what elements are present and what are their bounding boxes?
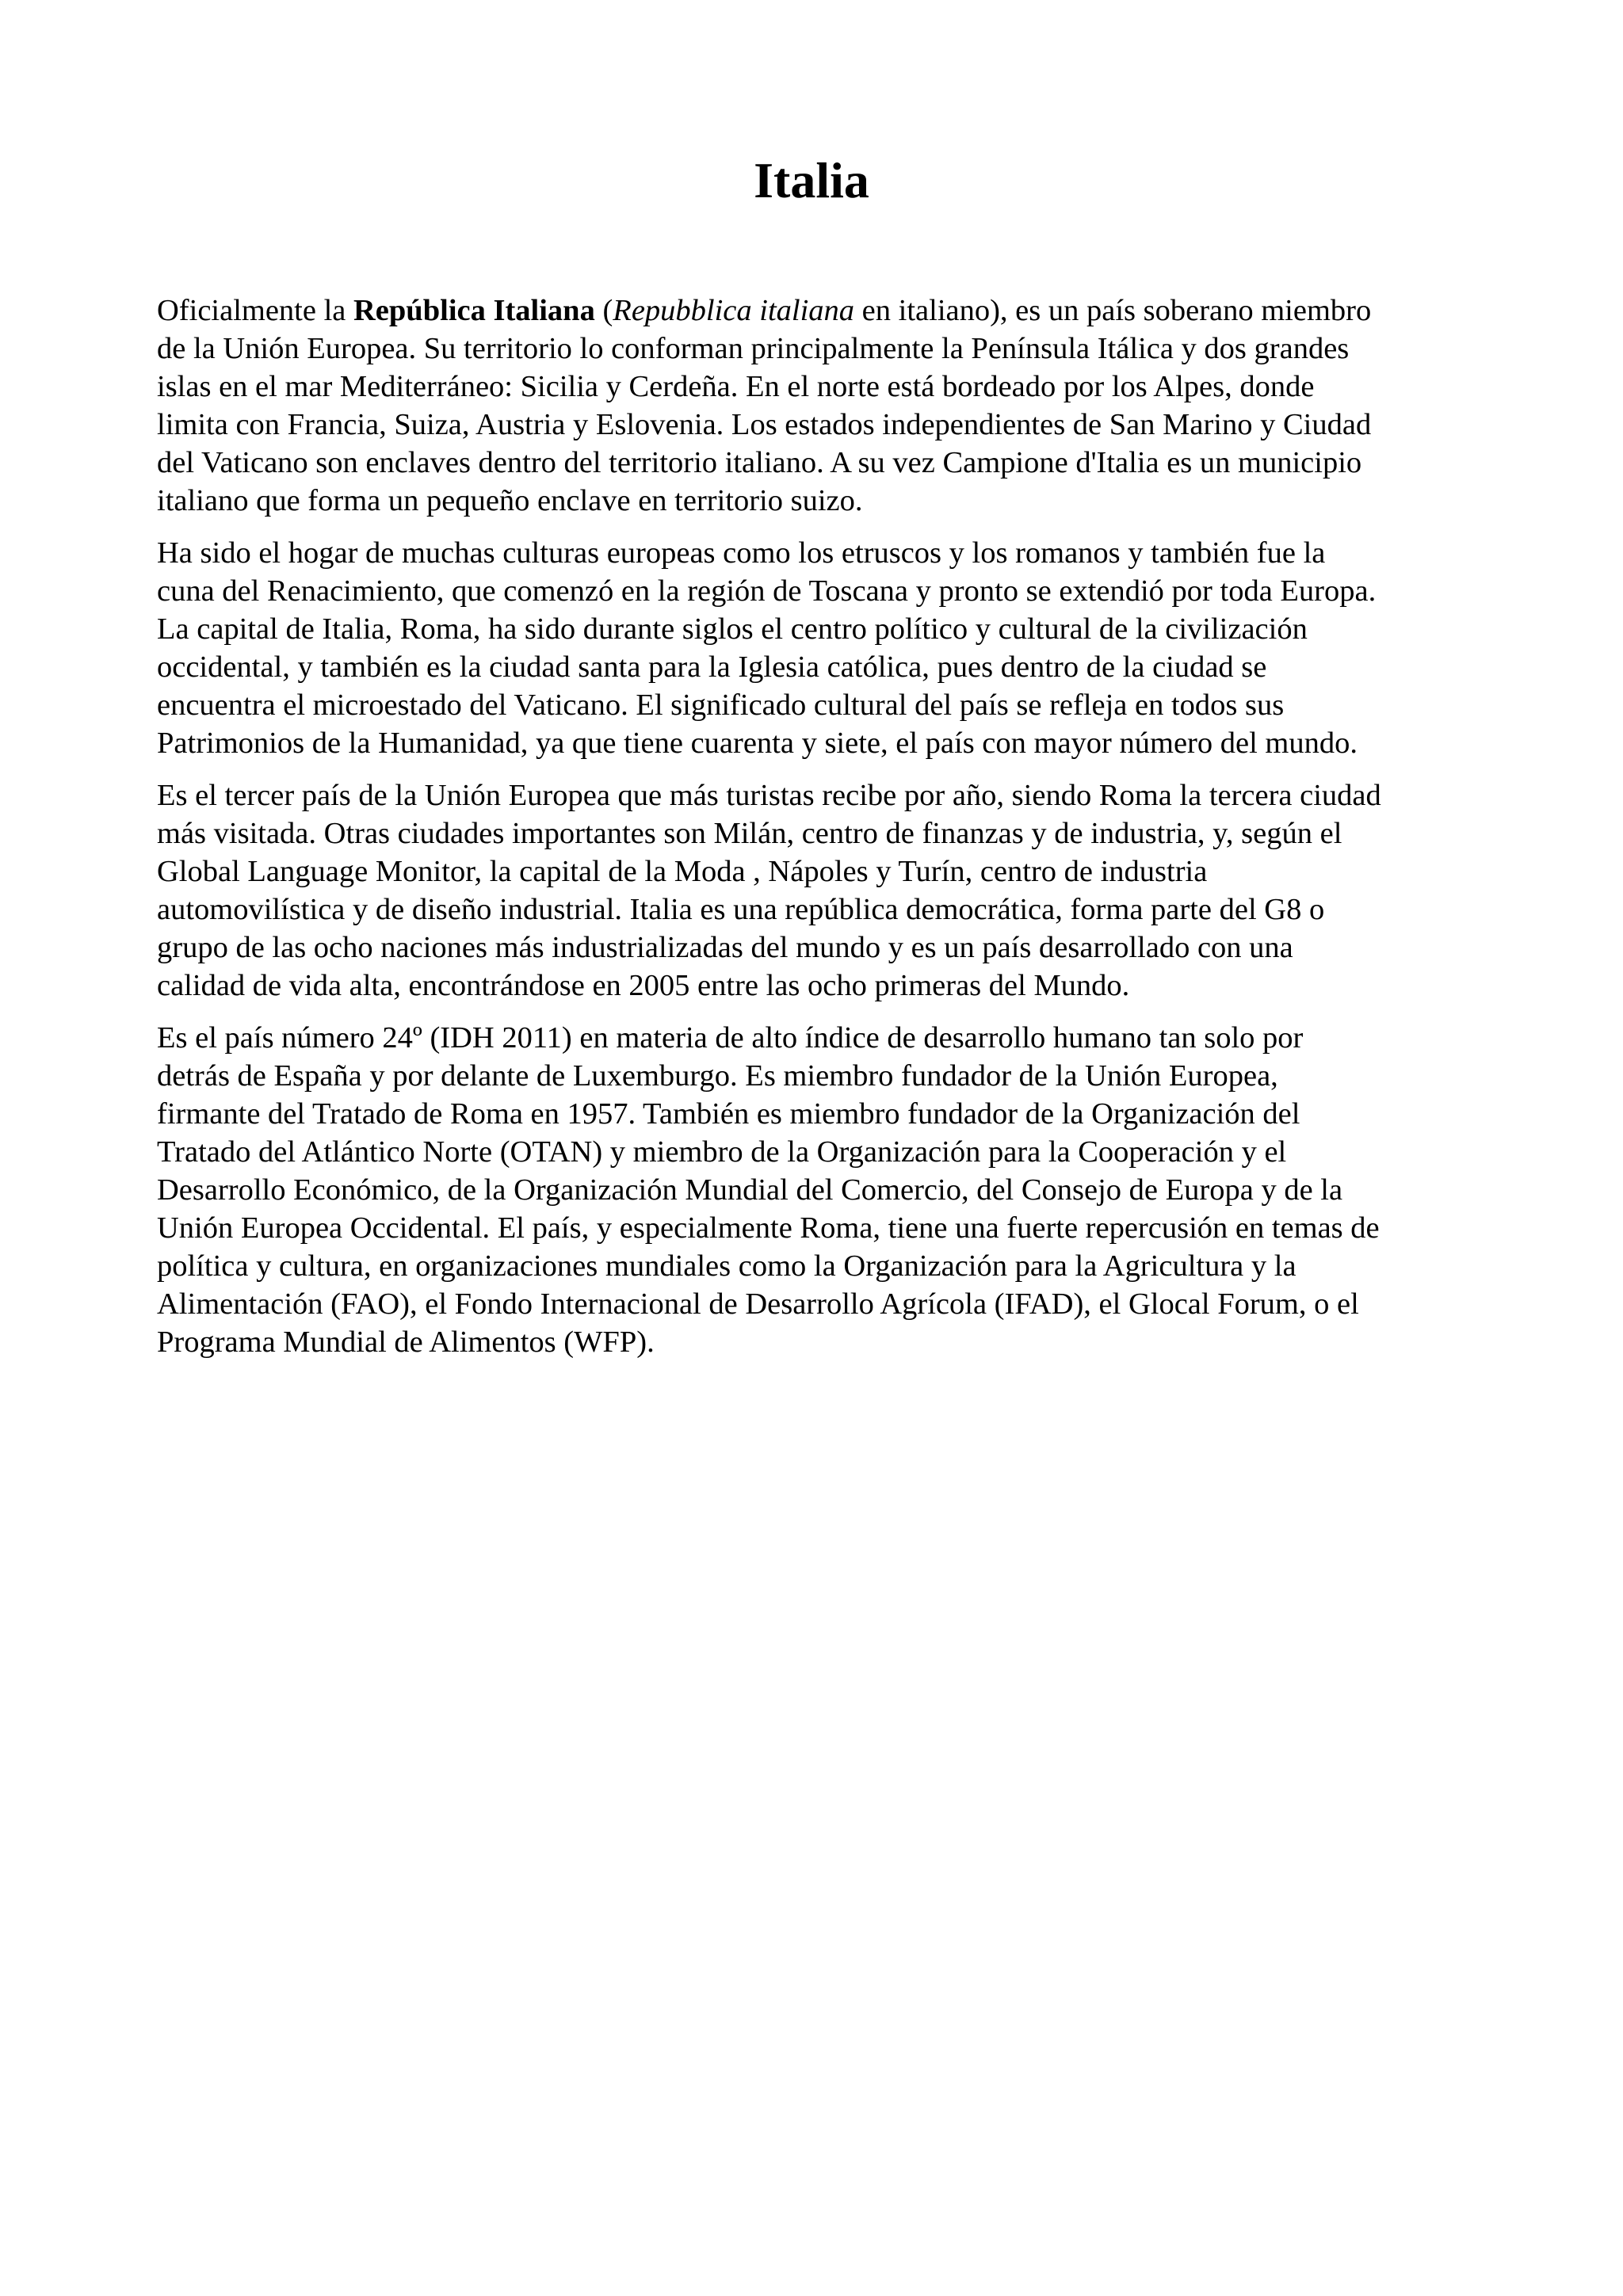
text-run: automovilística y de diseño industrial. Italia es una república democrática, forma parte del G8 o [157,893,1325,926]
text-run: italiano que forma un pequeño enclave en territorio suizo. [157,484,863,517]
text-line [157,1019,1488,1057]
text-line [157,534,1488,572]
italic-text: Repubblica italiana [613,294,855,327]
text-line [157,330,1488,368]
text-run: Unión Europea Occidental. El país, y especialmente Roma, tiene una fuerte repercusión en temas de [157,1211,1380,1245]
paragraph [157,1019,1488,1361]
text-run: Oficialmente la [157,294,353,327]
paragraph [157,292,1488,520]
text-line [157,1247,1488,1285]
text-line [157,891,1488,929]
text-run: Es el país número 24º (IDH 2011) en materia de alto índice de desarrollo humano tan solo por [157,1021,1304,1055]
text-line [157,1209,1488,1247]
text-run: encuentra el microestado del Vaticano. El significado cultural del país se refleja en todos sus [157,688,1285,722]
text-line [157,444,1488,482]
text-run: Ha sido el hogar de muchas culturas europeas como los etruscos y los romanos y también fue la [157,536,1326,570]
paragraph [157,534,1488,762]
text-run: grupo de las ocho naciones más industrializadas del mundo y es un país desarrollado con una [157,931,1293,964]
text-line [157,610,1488,648]
text-line [157,724,1488,762]
text-line [157,1285,1488,1323]
text-run: cuna del Renacimiento, que comenzó en la región de Toscana y pronto se extendió por toda Europa. [157,574,1377,608]
text-run: Tratado del Atlántico Norte (OTAN) y miembro de la Organización para la Cooperación y el [157,1135,1287,1169]
text-line [157,292,1488,330]
text-run: limita con Francia, Suiza, Austria y Eslovenia. Los estados independientes de San Marino y Ciudad [157,408,1372,441]
text-line [157,1133,1488,1171]
text-run: del Vaticano son enclaves dentro del territorio italiano. A su vez Campione d'Italia es un municipio [157,446,1362,479]
text-line [157,406,1488,444]
text-line [157,1171,1488,1209]
text-line [157,967,1488,1005]
text-run: occidental, y también es la ciudad santa para la Iglesia católica, pues dentro de la ciudad se [157,650,1267,684]
text-run: Patrimonios de la Humanidad, ya que tiene cuarenta y siete, el país con mayor número del mundo. [157,727,1358,760]
text-line [157,852,1488,891]
text-run: Alimentación (FAO), el Fondo Internacional de Desarrollo Agrícola (IFAD), el Glocal Forum, o el [157,1287,1359,1321]
text-line [157,1057,1488,1095]
text-line [157,814,1488,852]
text-run: detrás de España y por delante de Luxemburgo. Es miembro fundador de la Unión Europea, [157,1059,1278,1093]
text-run: La capital de Italia, Roma, ha sido durante siglos el centro político y cultural de la civilización [157,612,1308,646]
text-line [157,686,1488,724]
text-line [157,1323,1488,1361]
text-run: islas en el mar Mediterráneo: Sicilia y Cerdeña. En el norte está bordeado por los Alpes, donde [157,370,1315,403]
text-line [157,776,1488,814]
text-run: Programa Mundial de Alimentos (WFP). [157,1325,655,1359]
text-line [157,929,1488,967]
paragraph [157,776,1488,1005]
text-run: firmante del Tratado de Roma en 1957. También es miembro fundador de la Organización del [157,1097,1300,1131]
text-line [157,572,1488,610]
text-run: más visitada. Otras ciudades importantes son Milán, centro de finanzas y de industria, y, según el [157,817,1342,850]
bold-text: República Italiana [353,294,595,327]
text-run: en italiano), es un país soberano miembro [854,294,1372,327]
text-line [157,368,1488,406]
text-line [157,1095,1488,1133]
text-run: ( [594,294,613,327]
article-body [157,292,1488,1375]
page-title: Italia [754,152,869,208]
text-run: Es el tercer país de la Unión Europea que más turistas recibe por año, siendo Roma la tercera ciudad [157,779,1381,812]
text-run: de la Unión Europea. Su territorio lo conforman principalmente la Península Itálica y dos grandes [157,332,1350,365]
text-run: Global Language Monitor, la capital de la Moda , Nápoles y Turín, centro de industria [157,855,1208,888]
text-run: política y cultura, en organizaciones mundiales como la Organización para la Agricultura y la [157,1249,1296,1283]
text-line [157,482,1488,520]
text-line [157,648,1488,686]
text-run: calidad de vida alta, encontrándose en 2005 entre las ocho primeras del Mundo. [157,969,1130,1002]
text-run: Desarrollo Económico, de la Organización Mundial del Comercio, del Consejo de Europa y de la [157,1173,1343,1207]
